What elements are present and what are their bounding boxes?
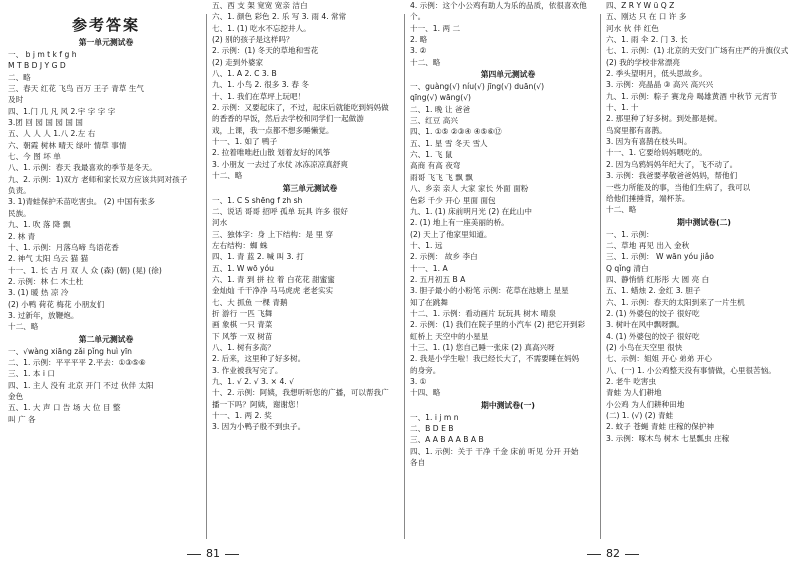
answer-line: 2. 季头望明月，低头思故乡。: [606, 69, 707, 79]
answer-line: 七、大 抓鱼 一棵 青鹅: [212, 297, 288, 307]
answer-line: 十、1. 示例：月落乌啼 鸟语花香: [8, 242, 119, 252]
answer-line: 一、√wàng xiāng zǎi pǐng huì yīn: [8, 346, 132, 356]
answer-line: 个。: [410, 12, 426, 22]
answer-line: 2. 蚊子 苍蝇 青蛙 庄稼的保护神: [606, 422, 715, 432]
answer-line: 3. 1)青蛙保护禾苗吃害虫。 (2) 中国有张多: [8, 197, 155, 207]
section-heading: 期中测试卷(一): [481, 400, 535, 410]
answer-line: 四、静悄悄 红彤彤 大 圆 亮 白: [606, 274, 710, 284]
answer-line: 一、guàng(√) níu(√) jīng(√) duān(√): [410, 82, 545, 92]
answer-line: 鸟窝里都有喜鹊。: [606, 125, 667, 135]
column-1-lines: [8, 36, 204, 425]
answer-line: (2) 走到外婆家: [212, 57, 264, 67]
answer-line: 五、人 人 人 1.八 2.左 右: [8, 129, 96, 139]
answer-line: 小公鸡 为人们耕种田地: [606, 399, 685, 409]
answer-line: (2) 小鸟在天空里 很快: [606, 342, 683, 352]
answer-line: 七、今 图 坏 单: [8, 152, 61, 162]
answer-line: 戏，上课，我一点都不想多睡懒觉。: [212, 125, 334, 135]
answer-line: (二) 1. (√) (2) 青蛙: [606, 411, 674, 421]
answer-line: 3. 示例：啄木鸟 树木 七星瓢虫 庄稼: [606, 433, 730, 443]
answer-line: 一、1. 示例：: [606, 229, 654, 239]
answer-line: 十一、1. A: [410, 263, 448, 273]
answer-line: 知了在跳舞: [410, 297, 448, 307]
answer-line: 四、1. 示例：关于 干净 千金 床前 听见 分开 开始: [410, 446, 579, 456]
answer-line: 河水 伙 伴 红色: [606, 23, 659, 33]
answer-line: 八、1. 树有多高？: [212, 342, 275, 352]
answer-line: 四、1. ①⑤ ②③④ ④⑤⑥⑫: [410, 127, 502, 137]
answer-line: 2. 后来，这里种了好多树。: [212, 354, 306, 364]
answer-line: 三、春天 红花 飞鸟 百万 王子 青草 生气: [8, 84, 144, 94]
answer-line: 一、1. C S shēng f zh sh: [212, 195, 303, 205]
answer-line: 2. (1) 外婆包的饺子 很好吃: [606, 308, 700, 318]
answer-line: 二、B D E B: [410, 424, 454, 434]
page-number-right: [582, 547, 644, 560]
answer-line: 十二、略: [212, 171, 243, 181]
answer-line: 六、1. 青 到 拼 拉 着 白花花 甜蜜蜜: [212, 274, 335, 284]
answer-line: 八、乡亲 亲人 大家 家长 外面 面粉: [410, 184, 529, 194]
answer-line: 3. 小朋友 一去过了水仗 冰冻凉凉真舒爽: [212, 159, 348, 169]
answer-line: 九、1. 示例：粽子 赛龙舟 喝雄黄酒 中秋节 元宵节: [606, 91, 778, 101]
answer-line: 二、1. 晚 让 爸爸: [410, 104, 471, 114]
answer-line: 十、1. 我们在草坪上玩吧！: [212, 91, 306, 101]
answer-line: 左右结构：蜘 蛛: [212, 240, 268, 250]
answer-line: 九、1. √ 2. √ 3. × 4. √: [212, 377, 294, 386]
answer-line: 2. 那里种了好多树。到处都是树。: [606, 114, 722, 124]
answer-line: 2. 略: [410, 35, 428, 45]
answer-line: 十、1. 远: [410, 240, 443, 250]
answer-column-3: [410, 0, 606, 540]
answer-line: 三、独体字：身 上下结构：是 里 穿: [212, 229, 334, 239]
answer-line: 五、1. 大 声 口 告 场 大 位 目 整: [8, 403, 121, 413]
answer-line: 十二、略: [410, 57, 441, 67]
answer-column-1: [8, 0, 204, 540]
answer-line: (2) 天上了他家里知道。: [410, 229, 492, 239]
answer-line: 十三、1. (1) 您自己睡一张床 (2) 真高兴呀: [410, 342, 555, 352]
answer-line: 十二、略: [606, 205, 637, 215]
answer-line: 四、Z R Y W ü Q Z: [606, 1, 675, 10]
column-2-lines: [212, 0, 408, 433]
answer-line: 2. 因为乌鸦妈妈年纪大了，飞不动了。: [606, 159, 738, 169]
answer-line: 六、1. 示例：春天的太阳到来了一片生机: [606, 297, 745, 307]
answer-line: 八、(一) 1. 小公鸡整天没有事情做，心里很苦恼。: [606, 365, 776, 375]
answer-line: 三、1. 示例： W wān yóu jiǎo: [606, 252, 714, 262]
answer-line: 青蛙 为人们耕地: [606, 388, 662, 398]
answer-line: 给他们捶捶背，端杯茶。: [606, 193, 690, 203]
answer-line: 金灿灿 千干净净 马马虎虎 老老实实: [212, 286, 334, 296]
answer-line: 3. 因为小鸭子殷不到虫子。: [212, 422, 306, 432]
answer-line: 八、1. A 2. C 3. B: [212, 69, 277, 79]
page-number-text: 81: [206, 547, 220, 560]
answer-line: 的香香的早饭，然后去学校和同学们一起做游: [212, 114, 364, 124]
answer-line: 十二、1. 示例：看动画片 玩玩具 树木 晴泉: [410, 308, 556, 318]
answer-line: 2. 老牛 吃害虫: [606, 377, 657, 386]
answer-line: 八、1. 示例：春天 我最喜欢的季节是冬天。: [8, 163, 157, 173]
answer-column-4: [606, 0, 800, 540]
answer-line: 2. 五月初五 B A: [410, 274, 466, 284]
answer-line: 六、朝霞 树林 晴天 绿叶 情草 事情: [8, 140, 127, 150]
answer-line: 河水: [212, 218, 228, 228]
answer-line: 九、2. 示例：1)双方 老师和家长双方应该共同对孩子: [8, 174, 188, 184]
answer-line: 3. 胆子最小的小粉笔 示例：花草在池塘上 星星: [410, 286, 569, 296]
answer-line: 2. 示例：又要起床了，不过，起床后就能吃到妈妈做: [212, 103, 389, 113]
column-3-lines: [410, 0, 606, 468]
answer-line: 二、说话 哥哥 招呼 孤单 玩具 许多 很好: [212, 206, 348, 216]
answer-line: 2. 示例：林 仁 木土杜: [8, 276, 84, 286]
answer-line: 各自: [410, 458, 426, 468]
answer-line: 二、1. 示例：平平平平 2.平去：①③⑤⑥: [8, 357, 146, 367]
answer-line: 四、1. 主人 没有 北京 开门 不过 伙伴 太阳: [8, 380, 154, 390]
answer-line: 四、1.门 几 凡 风 2.宇 字 字 字: [8, 106, 116, 116]
page-title: 参考答案: [71, 16, 140, 34]
answer-line: 六、1. 雨 伞 2. 门 3. 长: [606, 35, 688, 45]
answer-line: 播一下吗？阿姨，谢谢您！: [212, 399, 304, 409]
answer-line: (2) 我的学校非常漂亮: [606, 57, 680, 67]
answer-line: 高商 有高 夜弯: [410, 161, 461, 171]
answer-line: 一、 b j m t k f g h: [8, 50, 77, 59]
answer-line: 3. (1) 暖 热 凉 冷: [8, 288, 69, 298]
answer-line: 2. 拉着唯唯赶山散 划着友好的风筝: [212, 148, 331, 158]
answer-line: 下 风筝 一双 树苗: [212, 331, 273, 341]
page-gutter: [404, 14, 405, 539]
answer-line: 二、草地 再见 出入 金秋: [606, 240, 690, 250]
answer-line: 十二、略: [8, 322, 39, 332]
answer-line: 六、1. 颜色 彩色 2. 乐 写 3. 雨 4. 常常: [212, 12, 347, 22]
answer-line: 2. 示例：(1) 我们在院子里的小汽车 (2) 把它开到彩: [410, 320, 586, 330]
section-heading: 第三单元测试卷: [282, 183, 338, 193]
answer-line: 2. 林 青: [8, 231, 36, 241]
answer-line: 3. 过新年，放鞭炮。: [8, 310, 79, 320]
page-number-text: 82: [606, 547, 620, 560]
answer-line: 4. (1) 外婆包的饺子 很好吃: [606, 331, 700, 341]
answer-line: 3. 作业被我写完了。: [212, 365, 283, 375]
answer-line: 一些力所能及的事，当他们生病了，我可以: [606, 182, 751, 192]
answer-line: 七、1. 示例：(1) 北京的天安门广场有庄严的升旗仪式: [606, 46, 789, 56]
answer-line: 五、西 支 架 宽宽 宽亲 洁白: [212, 1, 308, 10]
answer-line: 4. 示例：这个小公鸡有助人为乐的品质，依很喜欢他: [410, 1, 587, 10]
answer-line: 十、1. 十: [606, 103, 639, 113]
column-divider: [600, 14, 601, 539]
answer-line: 五、1. 星 雪 冬天 雪人: [410, 138, 488, 148]
answer-line: 2. 神气 太阳 乌云 猫 猫: [8, 254, 89, 264]
answer-line: 叫 广 各: [8, 414, 36, 424]
answer-line: 3. ②: [410, 46, 427, 56]
answer-line: 2. 示例：(1) 冬天的草地和雪花: [212, 46, 319, 56]
answer-line: 九、1. (1) 床前明月光 (2) 在此山中: [410, 206, 532, 216]
answer-line: 十一、1. 两 二: [410, 23, 461, 33]
answer-line: 十四、略: [410, 388, 441, 398]
answer-line: 虹桥上 天空中的小星星: [410, 331, 489, 341]
answer-line: 六、1. 飞 鼠: [410, 150, 453, 160]
answer-line: 十、2. 示例：阿姨，我想听听您的广播，可以帮我广: [212, 388, 389, 398]
section-heading: 期中测试卷(二): [677, 217, 731, 227]
answer-line: 3. 示例：我爸要孝敬爸爸妈妈，帮他们: [606, 171, 738, 181]
answer-line: 十一、1. 两 2. 奖: [212, 411, 272, 421]
answer-line: 3. 示例：亮晶晶 ③ 高兴 高兴兴: [606, 80, 714, 90]
page-number-left: [182, 547, 244, 560]
answer-line: 九、1. 小鸟 2. 很多 3. 春 冬: [212, 80, 309, 90]
answer-line: 五、1. 蜡烛 2. 金红 3. 胆子: [606, 286, 701, 296]
answer-column-2: [212, 0, 408, 540]
answer-line: 3. 因为有喜鹊在枝头叫。: [606, 137, 692, 147]
answer-line: 九、1. 吹 落 降 飘: [8, 220, 71, 230]
answer-line: 2. 示例： 故乡 李白: [410, 252, 478, 262]
answer-line: 2. (1) 地上有一座美丽的桥。: [410, 218, 509, 228]
answer-line: qīng(√) wāng(√): [410, 93, 472, 103]
answer-line: 金色: [8, 391, 24, 401]
answer-line: 民族。: [8, 208, 31, 218]
answer-line: (2) 小鸭 荷花 梅花 小朋友们: [8, 299, 105, 309]
answer-line: 十一、1. 它要给妈妈喂吃的。: [606, 148, 707, 158]
answer-line: (2) 别的孩子是这样吗？: [212, 35, 294, 45]
answer-line: 的身旁。: [410, 365, 441, 375]
answer-line: 2. 我是小学生啦！我已经长大了，不需要睡在妈妈: [410, 354, 580, 364]
answer-line: 三、A A B A A B A B: [410, 435, 484, 445]
answer-line: 3. ①: [410, 377, 427, 386]
answer-line: 一、1. i j m n: [410, 412, 459, 422]
answer-line: 七、示例：姐姐 开心 弟弟 开心: [606, 354, 712, 364]
answer-line: 3. 树叶在风中飘呀飘。: [606, 320, 685, 330]
answer-line: 负责。: [8, 186, 31, 196]
answer-line: 及时: [8, 95, 24, 105]
answer-line: 画 象棋 一只 青菜: [212, 320, 273, 330]
answer-line: 四、1. 青 蓝 2. 喊 叫 3. 打: [212, 252, 304, 262]
answer-line: 十一、1. 长 古 月 双 人 众 (森) (朝) (晃) (徐): [8, 265, 162, 275]
answer-line: M T B D J Y G D: [8, 61, 66, 71]
answer-line: 五、刚达 只 在 口 许 多: [606, 12, 687, 22]
answer-line: 五、1. W wō yóu: [212, 263, 274, 273]
section-heading: 第二单元测试卷: [78, 334, 134, 344]
answer-line: 七、1. (1) 吃水不忘挖井人。: [212, 23, 311, 33]
column-divider: [206, 14, 207, 539]
answer-line: 折 游行 一匹 飞舞: [212, 308, 273, 318]
section-heading: 第四单元测试卷: [480, 70, 536, 80]
answer-line: 三、1. 本 i 口: [8, 369, 55, 379]
answer-line: 色彩 千少 开心 里面 面包: [410, 195, 496, 205]
answer-line: 3.团 回 园 国 园 国 国: [8, 118, 83, 128]
answer-line: 雨哥 飞飞 飞 飘 飘: [410, 172, 473, 182]
section-heading: 第一单元测试卷: [78, 38, 134, 47]
answer-line: 二、略: [8, 72, 31, 82]
answer-line: 三、红豆 高兴: [410, 116, 458, 126]
answer-line: Q qǐng 清白: [606, 263, 649, 273]
answer-line: 十一、1. 如了 鸭子: [212, 137, 278, 147]
column-4-lines: [606, 0, 800, 444]
